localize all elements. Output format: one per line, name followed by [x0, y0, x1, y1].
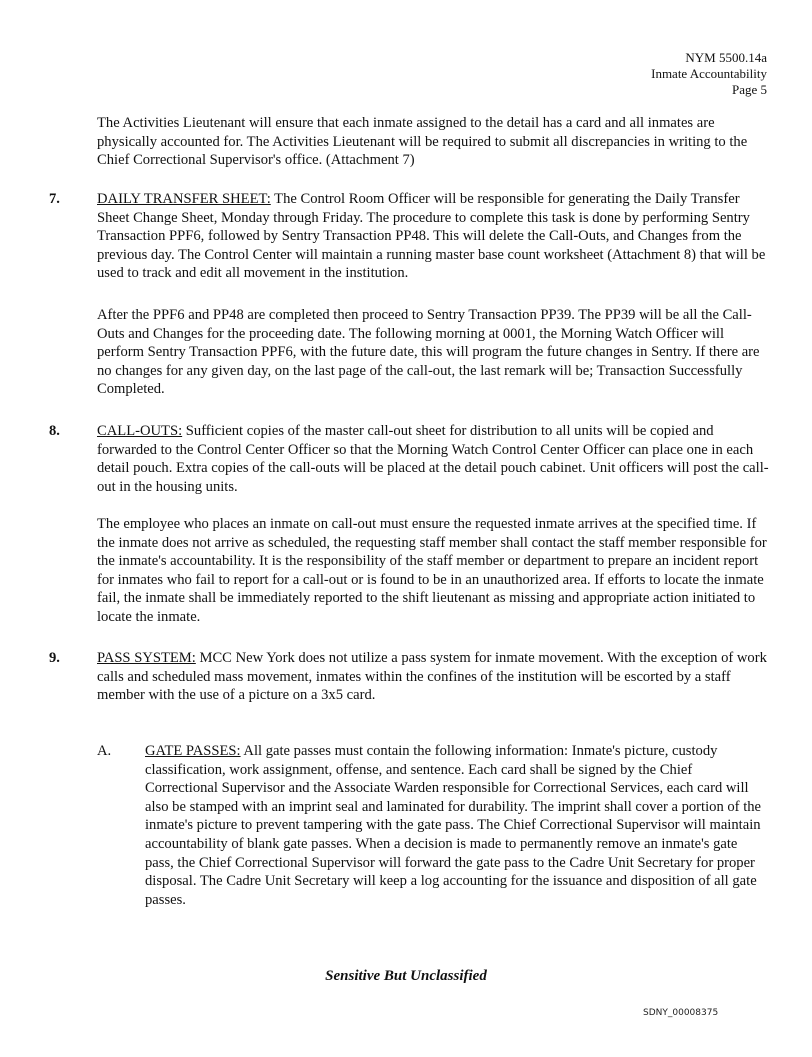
page-header: [651, 50, 767, 98]
subsection-a-heading: GATE PASSES:: [145, 743, 241, 759]
section-7-paragraph-2: After the PPF6 and PP48 are completed then proceed to Sentry Transaction PP39. The PP39 will be all the Call-Outs and Changes for the proceeding date. The following morning at 0001, the Morning Watch Officer will perform Sentry Transaction PPF6, with the future date, this will program the future changes in Sentry. If there are no changes for any given day, on the last page of the call-out, the last remark will be; Transaction Successfully Completed.: [97, 307, 760, 398]
bates-number: SDNY_00008375: [643, 1008, 719, 1018]
section-8-text-1: Sufficient copies of the master call-out sheet for distribution to all units will be copied and forwarded to the Control Center Officer so that the Morning Watch Control Center Officer can place one in each detail pouch. Extra copies of the call-outs will be placed at the detail pouch cabinet. Unit officers will post the call-out in the housing units.: [97, 423, 769, 495]
doc-number: NYM 5500.14a: [685, 50, 767, 65]
intro-paragraph: The Activities Lieutenant will ensure that each inmate assigned to the detail has a card and all inmates are physically accounted for. The Activities Lieutenant will be required to submit all discrepancies in writing to the Chief Correctional Supervisor's office. (Attachment 7): [97, 115, 748, 169]
subsection-a-letter: A.: [97, 743, 112, 759]
section-7-paragraph-1: [97, 190, 769, 283]
section-8-heading: CALL-OUTS:: [97, 423, 183, 439]
section-9-paragraph-1: [97, 649, 769, 705]
section-8-paragraph-1: [97, 422, 769, 496]
section-8-number: 8.: [49, 423, 60, 439]
section-7-text-1: The Control Room Officer will be responsible for generating the Daily Transfer Sheet Change Sheet, Monday through Friday. The procedure to complete this task is done by performing Sentry Transaction PPF6, followed by Sentry Transaction PP48. This will delete the Call-Outs, and Changes from the previous day. The Control Center will maintain a running master base count worksheet (Attachment 8) that will be used to track and edit all movement in the institution.: [97, 191, 766, 282]
section-7-heading: DAILY TRANSFER SHEET:: [97, 191, 271, 207]
subsection-a-text: All gate passes must contain the following information: Inmate's picture, custody classification, work assignment, offense, and sentence. Each card shall be signed by the Chief Correctional Supervisor and the Associate Warden responsible for Correctional Services, each card will also be stamped with an imprint seal and laminated for durability. The imprint shall cover a portion of the inmate's picture to prevent tampering with the gate pass. The Chief Correctional Supervisor will maintain accountability of blank gate passes. When a decision is made to permanently remove an inmate's gate pass, the Chief Correctional Supervisor will forward the gate pass to the Cadre Unit Secretary for proper disposal. The Cadre Unit Secretary will keep a log accounting for the issuance and disposition of all gate passes.: [145, 743, 762, 908]
page-number: Page 5: [731, 82, 767, 97]
section-9-text-1: MCC New York does not utilize a pass system for inmate movement. With the exception of work calls and scheduled mass movement, inmates within the confines of the institution will be escorted by a staff member with the use of a picture on a 3x5 card.: [97, 650, 767, 704]
section-9-number: 9.: [49, 650, 60, 666]
subsection-a-paragraph: [145, 742, 767, 909]
section-7-number: 7.: [49, 191, 60, 207]
section-9-heading: PASS SYSTEM:: [97, 650, 196, 666]
doc-title: Inmate Accountability: [651, 66, 767, 81]
section-8-paragraph-2: The employee who places an inmate on call-out must ensure the requested inmate arrives at the specified time. If the inmate does not arrive as scheduled, the requesting staff member shall contact the staff member responsible for the inmate's accountability. It is the responsibility of the staff member or department to prepare an incident report for inmates who fail to report for a call-out or is found to be in an unauthorized area. If efforts to locate the inmate fail, the inmate shall be immediately reported to the shift lieutenant as missing and appropriate action initiated to locate the inmate.: [97, 516, 767, 625]
classification-footer: Sensitive But Unclassified: [325, 968, 487, 984]
